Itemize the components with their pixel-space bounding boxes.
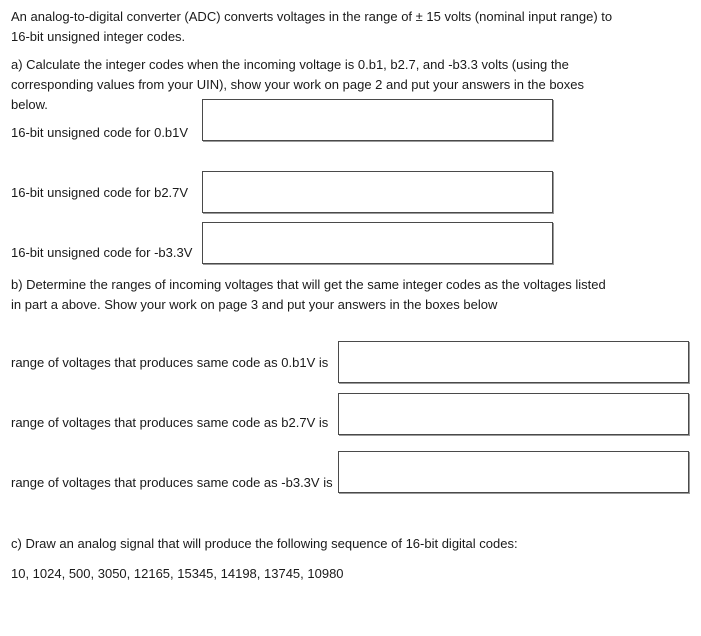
part-c-code-sequence: 10, 1024, 500, 3050, 12165, 15345, 14198, 13745, 10980 — [11, 566, 344, 581]
intro-paragraph — [11, 7, 612, 47]
part-c-instruction: c) Draw an analog signal that will produce the following sequence of 16-bit digital codes: — [11, 536, 518, 551]
code-label-0b1v: 16-bit unsigned code for 0.b1V — [11, 125, 189, 140]
range-label-neg-b33v: range of voltages that produces same code as -b3.3V is — [11, 475, 333, 490]
part-b-line-2: in part a above. Show your work on page 3 and put your answers in the boxes below — [11, 297, 498, 312]
part-a-line-2: corresponding values from your UIN), show your work on page 2 and put your answers in the boxes — [11, 77, 585, 92]
part-a-line-1: a) Calculate the integer codes when the incoming voltage is 0.b1, b2.7, and -b3.3 volts (using the — [11, 57, 569, 72]
code-label-b27v: 16-bit unsigned code for b2.7V — [11, 185, 189, 200]
range-answer-box-0b1v[interactable] — [338, 341, 689, 383]
intro-line-1: An analog-to-digital converter (ADC) converts voltages in the range of ± 15 volts (nominal input range) to — [11, 9, 613, 24]
range-label-b27v: range of voltages that produces same code as b2.7V is — [11, 415, 329, 430]
range-answer-box-neg-b33v[interactable] — [338, 451, 689, 493]
range-answer-box-b27v[interactable] — [338, 393, 689, 435]
intro-line-2: 16-bit unsigned integer codes. — [11, 29, 186, 44]
code-label-neg-b33v: 16-bit unsigned code for -b3.3V — [11, 245, 193, 260]
part-b-paragraph — [11, 275, 606, 315]
part-b-line-1: b) Determine the ranges of incoming voltages that will get the same integer codes as the voltages listed — [11, 277, 606, 292]
code-answer-box-b27v[interactable] — [202, 171, 553, 213]
code-answer-box-0b1v[interactable] — [202, 99, 553, 141]
part-a-line-3: below. — [11, 97, 48, 112]
code-answer-box-neg-b33v[interactable] — [202, 222, 553, 264]
range-label-0b1v: range of voltages that produces same code as 0.b1V is — [11, 355, 329, 370]
